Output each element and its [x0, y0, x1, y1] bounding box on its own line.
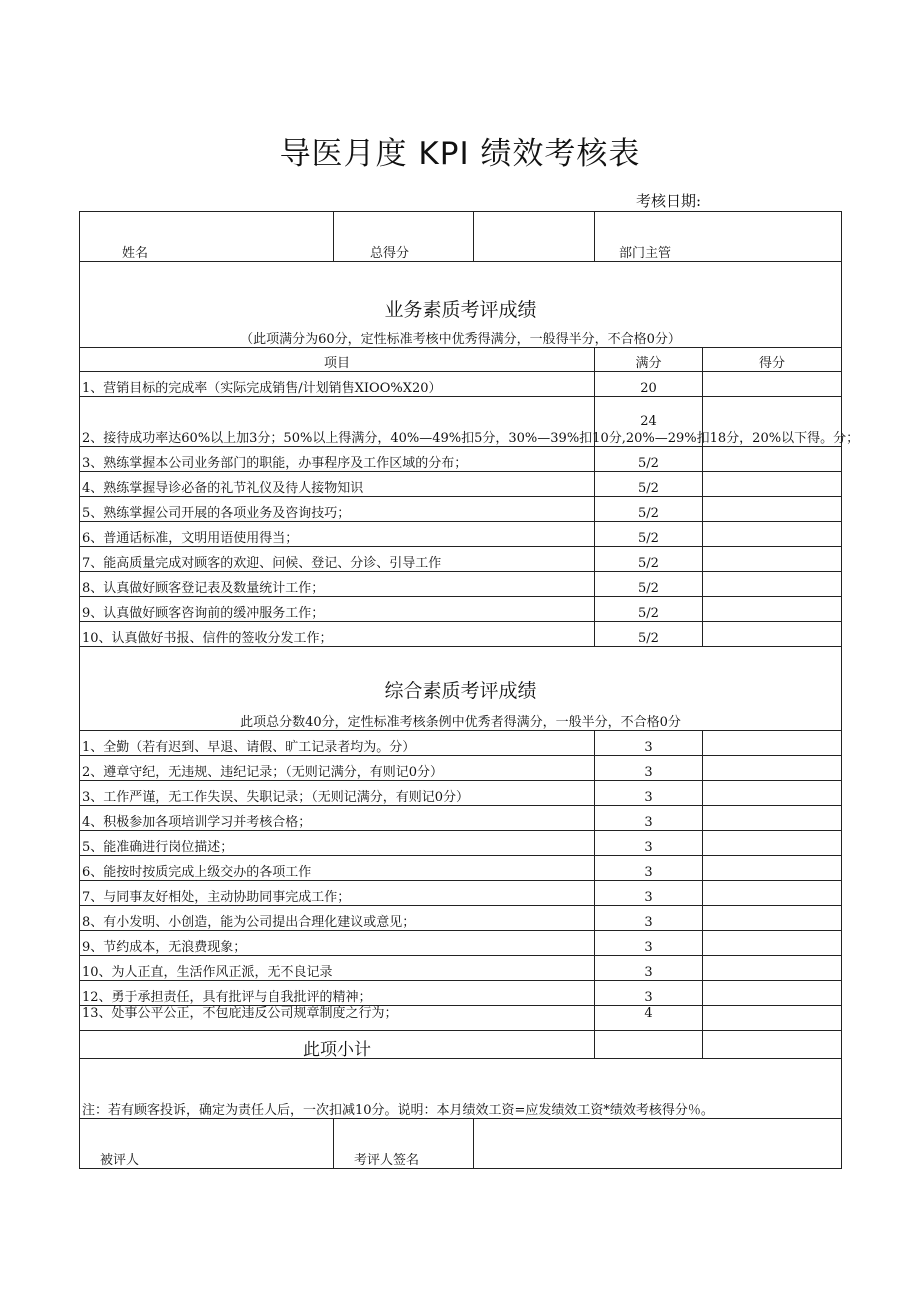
- table-row: [80, 597, 842, 622]
- score-cell[interactable]: [703, 1006, 842, 1031]
- kpi-table: [79, 211, 860, 1169]
- score-cell[interactable]: [703, 622, 842, 647]
- subtotal-score-cell[interactable]: [703, 1031, 842, 1059]
- item-text: 3、熟练掌握本公司业务部门的职能，办事程序及工作区域的分布；: [80, 447, 595, 472]
- footer-note: 注：若有顾客投诉，确定为责任人后，一次扣减10分。说明：本月绩效工资=应发绩效工资*绩效考核得分％。: [80, 1059, 842, 1119]
- item-text: 4、积极参加各项培训学习并考核合格；: [80, 806, 595, 831]
- score-cell[interactable]: [703, 906, 842, 931]
- section1-title: 业务素质考评成绩: [384, 299, 537, 321]
- table-row: [80, 447, 842, 472]
- score-cell[interactable]: [703, 372, 842, 397]
- signature-field[interactable]: [474, 1119, 842, 1169]
- full-score: 3: [595, 881, 703, 906]
- full-score: 3: [595, 981, 703, 1006]
- subtotal-full-cell: [595, 1031, 703, 1059]
- score-cell[interactable]: [703, 956, 842, 981]
- item-text: 5、能准确进行岗位描述；: [80, 831, 595, 856]
- evaluatee-label: 被评人: [80, 1119, 334, 1169]
- item-text: 10、为人正直，生活作风正派，无不良记录: [80, 956, 595, 981]
- full-score: 5/2: [595, 472, 703, 497]
- table-row: [80, 981, 842, 1006]
- full-score: 5/2: [595, 497, 703, 522]
- item-text: 8、认真做好顾客登记表及数量统计工作；: [80, 572, 595, 597]
- name-label: 姓名: [80, 212, 334, 262]
- full-score: 4: [595, 1006, 703, 1031]
- table-row: [80, 806, 842, 831]
- section2-header: [80, 647, 842, 731]
- score-cell[interactable]: [703, 522, 842, 547]
- score-cell[interactable]: [703, 856, 842, 881]
- item-text: 1、营销目标的完成率（实际完成销售/计划销售XIOO%X20）: [80, 372, 595, 397]
- department-manager-label: 部门主管: [595, 212, 842, 262]
- item-text: 2、接待成功率达60%以上加3分；50%以上得满分，40%—49%扣5分，30%—39%扣10分,20%—29%扣18分，20%以下得。分；: [80, 397, 595, 447]
- subtotal-row: [80, 1031, 842, 1059]
- full-score: 3: [595, 781, 703, 806]
- full-score: 5/2: [595, 597, 703, 622]
- table-row: [80, 756, 842, 781]
- section1-note: （此项满分为60分，定性标准考核中优秀得满分，一般得半分，不合格0分）: [240, 332, 681, 347]
- score-cell[interactable]: [703, 931, 842, 956]
- total-score-label: 总得分: [334, 212, 474, 262]
- header-row: [80, 212, 842, 262]
- item-text: 6、普通话标准，文明用语使用得当；: [80, 522, 595, 547]
- item-text: 10、认真做好书报、信件的签收分发工作；: [80, 622, 595, 647]
- table-row: [80, 547, 842, 572]
- score-cell[interactable]: [703, 756, 842, 781]
- col-full-score: 满分: [595, 348, 703, 372]
- item-text: 12、勇于承担责任，具有批评与自我批评的精神；: [80, 981, 595, 1006]
- table-row: [80, 881, 842, 906]
- full-score: 3: [595, 906, 703, 931]
- full-score: 3: [595, 956, 703, 981]
- assessment-date-label: 考核日期:: [636, 192, 702, 210]
- full-score: 3: [595, 931, 703, 956]
- table-row: [80, 397, 842, 447]
- table-row: [80, 622, 842, 647]
- score-cell[interactable]: [703, 831, 842, 856]
- item-text: 3、工作严谨，无工作失误、失职记录；（无则记满分，有则记0分）: [80, 781, 595, 806]
- full-score: 24: [595, 397, 703, 447]
- col-item: 项目: [80, 348, 595, 372]
- table-row: [80, 831, 842, 856]
- full-score: 3: [595, 756, 703, 781]
- full-score: 5/2: [595, 522, 703, 547]
- table-row: [80, 472, 842, 497]
- item-text: 7、与同事友好相处，主动协助同事完成工作；: [80, 881, 595, 906]
- signature-row: [80, 1119, 842, 1169]
- score-cell[interactable]: [703, 981, 842, 1006]
- score-cell[interactable]: [703, 547, 842, 572]
- full-score: 5/2: [595, 447, 703, 472]
- column-header-row: [80, 348, 842, 372]
- full-score: 20: [595, 372, 703, 397]
- item-text: 2、遵章守纪，无违规、违纪记录；（无则记满分，有则记0分）: [80, 756, 595, 781]
- table-row: [80, 931, 842, 956]
- table-row: [80, 781, 842, 806]
- item-text: 1、全勤（若有迟到、早退、请假、旷工记录者均为。分）: [80, 731, 595, 756]
- section1-header: [80, 262, 842, 348]
- total-score-value[interactable]: [474, 212, 595, 262]
- item-text: 5、熟练掌握公司开展的各项业务及咨询技巧；: [80, 497, 595, 522]
- item-text: 9、认真做好顾客咨询前的缓冲服务工作；: [80, 597, 595, 622]
- table-row: [80, 522, 842, 547]
- score-cell[interactable]: [703, 731, 842, 756]
- full-score: 5/2: [595, 547, 703, 572]
- table-row: [80, 1006, 842, 1031]
- table-row: [80, 372, 842, 397]
- full-score: 3: [595, 806, 703, 831]
- table-row: [80, 856, 842, 881]
- section2-note: 此项总分数40分，定性标准考核条例中优秀者得满分，一般半分，不合格0分: [240, 715, 681, 730]
- page-title: 导医月度 KPI 绩效考核表: [279, 136, 641, 172]
- table-row: [80, 906, 842, 931]
- item-text: 4、熟练掌握导诊必备的礼节礼仪及待人接物知识: [80, 472, 595, 497]
- item-text: 9、节约成本，无浪费现象；: [80, 931, 595, 956]
- full-score: 5/2: [595, 622, 703, 647]
- score-cell[interactable]: [703, 881, 842, 906]
- score-cell[interactable]: [703, 572, 842, 597]
- section2-title: 综合素质考评成绩: [384, 680, 537, 702]
- full-score: 3: [595, 856, 703, 881]
- score-cell[interactable]: [703, 806, 842, 831]
- table-row: [80, 731, 842, 756]
- score-cell[interactable]: [703, 597, 842, 622]
- subtotal-label: 此项小计: [80, 1031, 595, 1059]
- item-text: 6、能按时按质完成上级交办的各项工作: [80, 856, 595, 881]
- item-text: 13、处事公平公正，不包庇违反公司规章制度之行为；: [80, 1006, 595, 1031]
- col-score: 得分: [703, 348, 842, 372]
- full-score: 3: [595, 831, 703, 856]
- score-cell[interactable]: [703, 781, 842, 806]
- full-score: 5/2: [595, 572, 703, 597]
- item-text: 8、有小发明、小创造，能为公司提出合理化建议或意见；: [80, 906, 595, 931]
- note-row: [80, 1059, 842, 1119]
- score-cell[interactable]: [703, 472, 842, 497]
- score-cell[interactable]: [703, 447, 842, 472]
- full-score: 3: [595, 731, 703, 756]
- item-text: 7、能高质量完成对顾客的欢迎、问候、登记、分诊、引导工作: [80, 547, 595, 572]
- table-row: [80, 956, 842, 981]
- score-cell[interactable]: [703, 497, 842, 522]
- evaluator-signature-label: 考评人签名: [334, 1119, 474, 1169]
- table-row: [80, 572, 842, 597]
- table-row: [80, 497, 842, 522]
